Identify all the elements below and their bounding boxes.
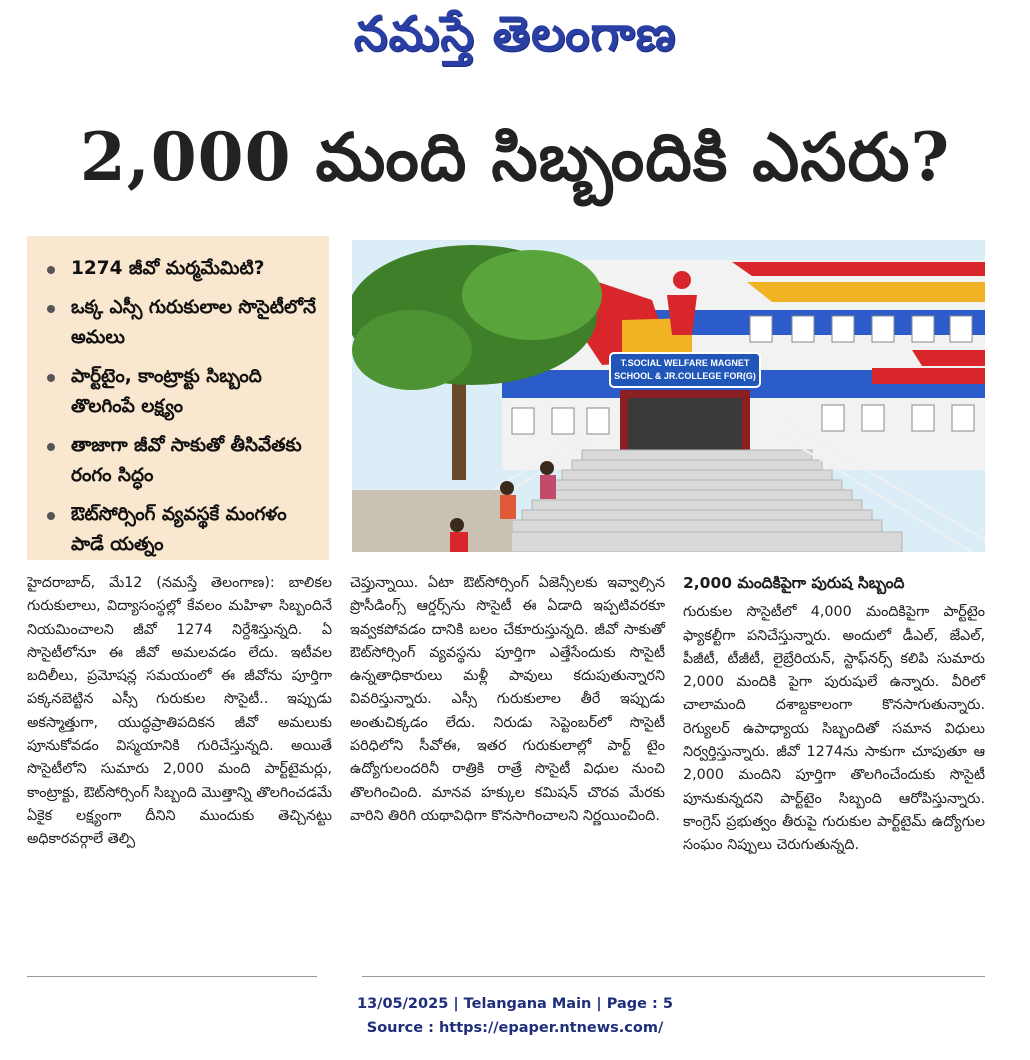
footer-source-line: Source : https://epaper.ntnews.com/	[366, 1020, 664, 1036]
bullet-icon	[47, 374, 55, 382]
column-subheading: 2,000 మందికిపైగా పురుష సిబ్బంది	[683, 574, 905, 592]
highlight-item: తాజాగా జీవో సాకుతో తీసివేతకు రంగం సిద్ధం	[45, 431, 319, 491]
highlight-item: పార్ట్‌టైం, కాంట్రాక్టు సిబ్బంది తొలగింపే లక్ష్యం	[45, 362, 319, 422]
bullet-icon	[47, 443, 55, 451]
headline: 2,000 మంది సిబ్బందికి ఎసరు?	[79, 118, 951, 196]
photo-illustration	[352, 240, 985, 552]
divider-rule	[362, 976, 985, 977]
bullet-icon	[47, 512, 55, 520]
highlights-list	[45, 254, 319, 560]
article-column-2: చెప్తున్నాయి. ఏటా ఔట్‌సోర్సింగ్ ఏజెన్సీలకు ఇవ్వాల్సిన ప్రొసీడింగ్స్ ఆర్డర్స్‌ను సొసైటీ ఈ ఏడాది ఇప్పటివరకూ ఇవ్వకపోవడం దానికి బలం చేకూరుస్తున్నది. జీవో సాకుతో ఔట్‌సోర్సింగ్ వ్యవస్థను పూర్తిగా ఎత్తేసేందుకు సొసైటీ ఉన్నతాధికారులు మళ్లీ పావులు కదుపుతున్నారని వివరిస్తున్నారు. ఎస్సీ గురుకులాల తీరే ఇప్పుడు అంతుచిక్కడం లేదు. నిరుడు సెప్టెంబర్‌లో సొసైటీ పరిధిలోని సీవోఈ, ఇతర గురుకులాల్లో పార్ట్ టైం ఉద్యోగులందరినీ రాత్రికి రాత్రే సొసైటీ విధుల నుంచి తొలగించింది. మానవ హక్కుల కమిషన్ చొరవ మేరకు వారిని తిరిగి యథావిధిగా కొనసాగించాలని నిర్ణయించింది.	[350, 575, 665, 824]
article-column-3	[683, 572, 985, 858]
highlights-box	[27, 236, 329, 560]
footer-date-line: 13/05/2025 | Telangana Main | Page : 5	[356, 996, 673, 1012]
school-building-photo	[352, 240, 985, 552]
highlight-item: ఔట్‌సోర్సింగ్ వ్యవస్థకే మంగళం పాడే యత్నం	[45, 500, 319, 560]
column-3-body: గురుకుల సొసైటీలో 4,000 మందికిపైగా పార్ట్‌టైం ఫ్యాకల్టీగా పనిచేస్తున్నారు. అందులో డీఎల్, జేఎల్, పీజీటీ, టీజీటీ, లైబ్రేరియన్, స్టాఫ్‌నర్స్ కలిపి సుమారు 2,000 మందికి పైగా పురుషులే ఉన్నారు. వీరిలో చాలామంది దశాబ్దకాలంగా కొనసాగుతున్నారు. రెగ్యులర్ ఉపాధ్యాయ సిబ్బందితో సమాన విధులు నిర్వర్తిస్తున్నారు. జీవో 1274ను సాకుగా చూపుతూ ఆ 2,000 మందిని పూర్తిగా తొలగించేందుకు సొసైటీ పూనుకున్నదని పార్ట్‌టైం సిబ్బంది ఆరోపిస్తున్నారు. కాంగ్రెస్ ప్రభుత్వం తీరుపై గురుకుల పార్ట్‌టైమ్ ఉద్యోగుల సంఘం నిప్పులు చెరుగుతున్నది.	[683, 604, 985, 854]
sign-text-line2: SCHOOL & JR.COLLEGE FOR(G)	[614, 371, 756, 381]
highlight-item: 1274 జీవో మర్మమేమిటి?	[45, 254, 319, 284]
divider-rule	[27, 976, 317, 977]
bullet-icon	[47, 305, 55, 313]
sign-text-line1: T.SOCIAL WELFARE MAGNET	[620, 358, 750, 368]
highlight-item: ఒక్క ఎస్సీ గురుకులాల సొసైటీలోనే అమలు	[45, 293, 319, 353]
bullet-icon	[47, 266, 55, 274]
article-column-1: హైదరాబాద్, మే12 (నమస్తే తెలంగాణ): బాలికల గురుకులాలు, విద్యాసంస్థల్లో కేవలం మహిళా సిబ్బందినే నియమించాలని జీవో 1274 నిర్దేశిస్తున్నది. ఏ సొసైటీలోనూ ఈ జీవో అమలవడం లేదు. ఇటీవల బదిలీలు, ప్రమోషన్ల సమయంలో ఈ జీవోను పూర్తిగా పక్కనబెట్టిన ఎస్సీ గురుకుల సొసైటీ.. ఇప్పుడు అకస్మాత్తుగా, యుద్ధప్రాతిపదికన జీవో అమలుకు పూనుకోవడం విస్మయానికి గురిచేస్తున్నది. అయితే సొసైటీలోని సుమారు 2,000 మంది పార్ట్‌టైమర్లు, కాంట్రాక్టు, ఔట్‌సోర్సింగ్ సిబ్బంది మొత్తాన్ని తొలగించడమే ఏకైక లక్ష్యంగా దీనిని ముందుకు తెచ్చినట్టు అధికారవర్గాలే తెల్పి	[27, 575, 332, 848]
masthead-logo: నమస్తే తెలంగాణ	[353, 6, 677, 62]
